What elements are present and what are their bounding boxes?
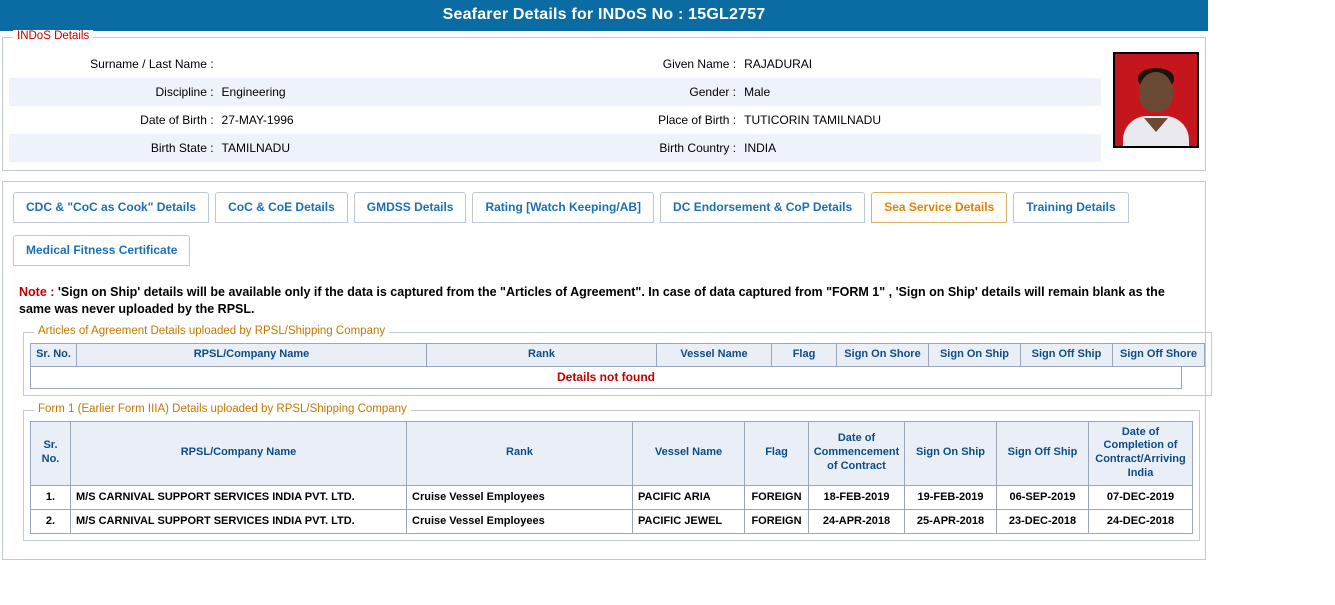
cell-sr-no: 1. [31, 485, 71, 509]
table-header-row [31, 421, 1193, 485]
place-of-birth-value: TUTICORIN TAMILNADU [744, 113, 882, 127]
tab-coc-coe[interactable]: CoC & CoE Details [215, 192, 348, 223]
date-of-birth-label: Date of Birth : [140, 113, 214, 127]
cell-company: M/S CARNIVAL SUPPORT SERVICES INDIA PVT. LTD. [71, 509, 407, 533]
table-row [31, 509, 1193, 533]
cell-rank: Cruise Vessel Employees [407, 485, 633, 509]
photo-neck [1144, 118, 1168, 132]
tab-medical-fitness-certificate[interactable]: Medical Fitness Certificate [13, 235, 190, 266]
col-sign-off-ship: Sign Off Ship [1021, 343, 1113, 366]
col-flag: Flag [772, 343, 837, 366]
cell-sign-on-ship: 19-FEB-2019 [905, 485, 997, 509]
tab-sea-service[interactable]: Sea Service Details [871, 192, 1007, 223]
tab-training[interactable]: Training Details [1013, 192, 1128, 223]
cell-vessel: PACIFIC ARIA [633, 485, 745, 509]
articles-empty-message: Details not found [30, 367, 1182, 389]
col-vessel-name: Vessel Name [657, 343, 772, 366]
indos-details-panel [2, 30, 1206, 171]
form1-section [23, 402, 1200, 541]
col-rank: Rank [407, 421, 633, 485]
cell-vessel: PACIFIC JEWEL [633, 509, 745, 533]
given-name-label: Given Name : [662, 57, 737, 71]
tab-gmdss[interactable]: GMDSS Details [354, 192, 467, 223]
articles-of-agreement-legend: Articles of Agreement Details uploaded by RPSL/Shipping Company [34, 325, 389, 337]
col-date-of-completion: Date of Completion of Contract/Arriving India [1089, 421, 1193, 485]
surname-value [218, 50, 579, 78]
birth-state-value: TAMILNADU [218, 134, 579, 162]
articles-of-agreement-section [23, 324, 1212, 396]
col-sign-off-shore: Sign Off Shore [1113, 343, 1205, 366]
surname-label: Surname / Last Name : [90, 57, 214, 71]
col-sign-on-ship: Sign On Ship [905, 421, 997, 485]
table-row [9, 78, 1101, 106]
cell-completion-date: 07-DEC-2019 [1089, 485, 1193, 509]
tab-bar [9, 190, 1199, 266]
note-text: 'Sign on Ship' details will be available only if the data is captured from the "Articles of Agreement". In case of data captured from "FORM 1" , 'Sign on Ship' details will remain blank as the same was never uploaded by the RPSL. [19, 285, 1165, 316]
cell-commencement-date: 18-FEB-2019 [809, 485, 905, 509]
sign-on-ship-note [19, 284, 1191, 318]
note-keyword: Note : [19, 285, 55, 299]
cell-company: M/S CARNIVAL SUPPORT SERVICES INDIA PVT. LTD. [71, 485, 407, 509]
tab-dc-endorsement-cop[interactable]: DC Endorsement & CoP Details [660, 192, 865, 223]
col-sr-no: Sr. No. [31, 343, 77, 366]
col-vessel-name: Vessel Name [633, 421, 745, 485]
date-of-birth-value: 27-MAY-1996 [221, 113, 294, 127]
birth-country-label: Birth Country : [578, 134, 740, 162]
gender-value: Male [740, 78, 1101, 106]
articles-of-agreement-table [30, 343, 1205, 367]
col-sr-no: Sr. No. [31, 421, 71, 485]
discipline-value: Engineering [218, 78, 579, 106]
main-content-panel [2, 181, 1206, 560]
photo-head [1139, 72, 1173, 112]
indos-details-table [9, 50, 1101, 162]
page-title: Seafarer Details for INDoS No : 15GL2757 [0, 0, 1208, 31]
cell-flag: FOREIGN [745, 485, 809, 509]
tab-rating-watch-keeping[interactable]: Rating [Watch Keeping/AB] [472, 192, 654, 223]
seafarer-photo [1113, 52, 1199, 148]
cell-completion-date: 24-DEC-2018 [1089, 509, 1193, 533]
indos-details-legend: INDoS Details [13, 30, 93, 42]
table-header-row [31, 343, 1205, 366]
cell-commencement-date: 24-APR-2018 [809, 509, 905, 533]
table-row [9, 106, 1101, 134]
gender-label: Gender : [578, 78, 740, 106]
col-date-of-commencement: Date of Commencement of Contract [809, 421, 905, 485]
cell-rank: Cruise Vessel Employees [407, 509, 633, 533]
cell-sign-on-ship: 25-APR-2018 [905, 509, 997, 533]
place-of-birth-label: Place of Birth : [658, 113, 737, 127]
cell-sign-off-ship: 06-SEP-2019 [997, 485, 1089, 509]
birth-country-value: INDIA [740, 134, 1101, 162]
col-sign-off-ship: Sign Off Ship [997, 421, 1089, 485]
table-row [9, 134, 1101, 162]
cell-flag: FOREIGN [745, 509, 809, 533]
col-sign-on-shore: Sign On Shore [837, 343, 929, 366]
col-sign-on-ship: Sign On Ship [929, 343, 1021, 366]
col-rpsl-company-name: RPSL/Company Name [71, 421, 407, 485]
cell-sr-no: 2. [31, 509, 71, 533]
col-rpsl-company-name: RPSL/Company Name [77, 343, 427, 366]
table-row [9, 50, 1101, 78]
birth-state-label: Birth State : [9, 134, 218, 162]
table-row [31, 485, 1193, 509]
cell-sign-off-ship: 23-DEC-2018 [997, 509, 1089, 533]
tab-cdc-coc-as-cook[interactable]: CDC & "CoC as Cook" Details [13, 192, 209, 223]
discipline-label: Discipline : [9, 78, 218, 106]
given-name-value: RAJADURAI [744, 57, 813, 71]
col-flag: Flag [745, 421, 809, 485]
form1-legend: Form 1 (Earlier Form IIIA) Details uploaded by RPSL/Shipping Company [34, 403, 411, 415]
col-rank: Rank [427, 343, 657, 366]
form1-table [30, 421, 1193, 534]
indos-details-body [3, 38, 1205, 164]
photo-container [1113, 52, 1199, 162]
